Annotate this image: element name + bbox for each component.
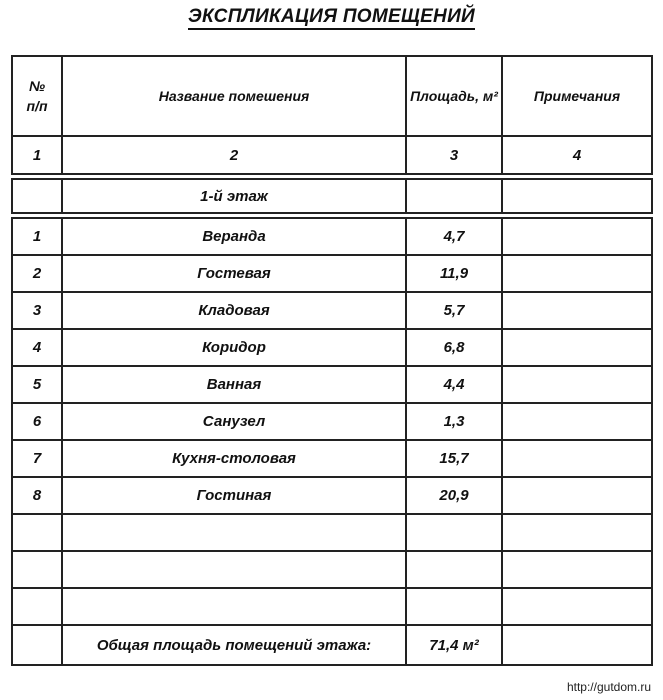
table-row [12, 329, 652, 366]
floor-row [12, 179, 652, 213]
room-area: 5,7 [406, 292, 502, 329]
explication-table [11, 55, 653, 666]
header-row [12, 56, 652, 136]
room-area: 20,9 [406, 477, 502, 514]
room-note [502, 440, 652, 477]
room-num: 6 [12, 403, 62, 440]
room-name: Ванная [62, 366, 406, 403]
table-row [12, 477, 652, 514]
room-name: Гостиная [62, 477, 406, 514]
header-area: Площадь, м² [406, 56, 502, 136]
colnum-2: 2 [62, 136, 406, 174]
room-num: 5 [12, 366, 62, 403]
room-note [502, 292, 652, 329]
room-name: Кладовая [62, 292, 406, 329]
room-area: 15,7 [406, 440, 502, 477]
room-name: Коридор [62, 329, 406, 366]
room-name: Гостевая [62, 255, 406, 292]
room-num: 3 [12, 292, 62, 329]
room-note [502, 366, 652, 403]
room-note [502, 218, 652, 255]
room-note [502, 403, 652, 440]
header-notes: Примечания [502, 56, 652, 136]
room-area: 11,9 [406, 255, 502, 292]
room-num: 4 [12, 329, 62, 366]
table-row [12, 292, 652, 329]
document-title: ЭКСПЛИКАЦИЯ ПОМЕЩЕНИЙ [0, 6, 663, 28]
table-row [12, 403, 652, 440]
total-row [12, 625, 652, 665]
room-area: 1,3 [406, 403, 502, 440]
header-num: № п/п [12, 56, 62, 136]
room-area: 6,8 [406, 329, 502, 366]
header-name: Название помешения [62, 56, 406, 136]
column-number-row [12, 136, 652, 174]
empty-row [12, 551, 652, 588]
room-area: 4,4 [406, 366, 502, 403]
room-name: Санузел [62, 403, 406, 440]
room-note [502, 329, 652, 366]
colnum-1: 1 [12, 136, 62, 174]
room-num: 8 [12, 477, 62, 514]
room-area: 4,7 [406, 218, 502, 255]
room-num: 7 [12, 440, 62, 477]
table-row [12, 440, 652, 477]
floor-label: 1-й этаж [62, 179, 406, 213]
room-name: Кухня-столовая [62, 440, 406, 477]
room-note [502, 477, 652, 514]
room-note [502, 255, 652, 292]
room-num: 1 [12, 218, 62, 255]
room-num: 2 [12, 255, 62, 292]
colnum-4: 4 [502, 136, 652, 174]
empty-row [12, 588, 652, 625]
table-row [12, 255, 652, 292]
room-name: Веранда [62, 218, 406, 255]
watermark-url: http://gutdom.ru [566, 680, 651, 694]
total-label: Общая площадь помещений этажа: [62, 625, 406, 665]
empty-row [12, 514, 652, 551]
table-row [12, 218, 652, 255]
table-row [12, 366, 652, 403]
total-value: 71,4 м² [406, 625, 502, 665]
colnum-3: 3 [406, 136, 502, 174]
